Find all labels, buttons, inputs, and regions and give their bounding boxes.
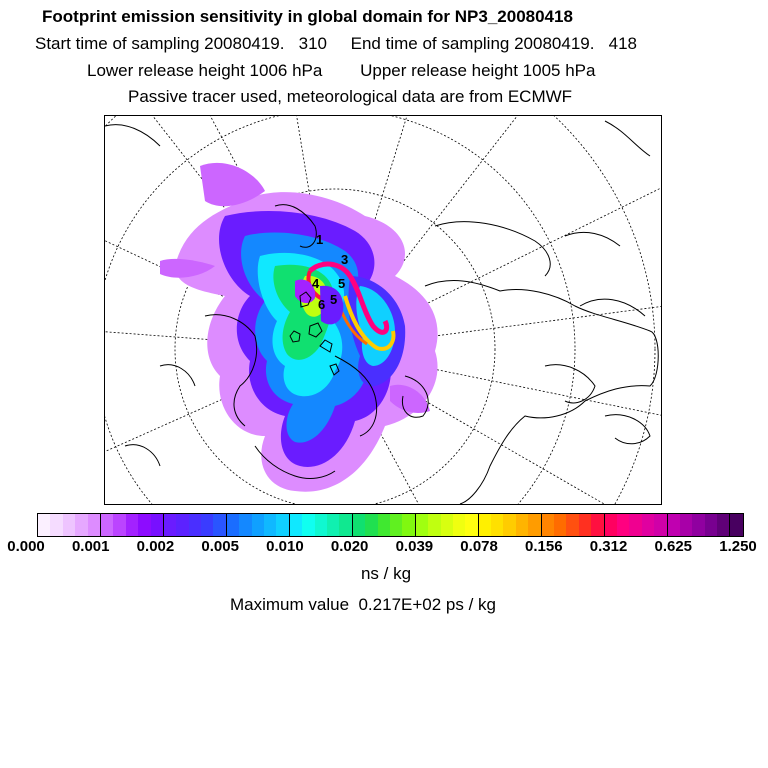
color-scale-tick-label: 0.001 xyxy=(71,538,110,555)
release-height-line: Lower release height 1006 hPa Upper release height 1005 hPa xyxy=(87,61,596,80)
color-scale-cell xyxy=(227,514,239,536)
tracer-info-line: Passive tracer used, meteorological data are from ECMWF xyxy=(128,87,573,106)
color-scale-cell xyxy=(290,514,302,536)
color-scale-tick-label: 0.002 xyxy=(136,538,175,555)
color-scale-cell xyxy=(605,514,617,536)
color-scale-cell xyxy=(75,514,87,536)
color-scale-cell xyxy=(176,514,188,536)
color-scale-cell xyxy=(503,514,515,536)
color-scale-cell xyxy=(327,514,339,536)
color-scale-cell xyxy=(50,514,62,536)
footprint-plume xyxy=(160,163,438,492)
color-scale-cell xyxy=(717,514,730,536)
color-scale-cell xyxy=(479,514,491,536)
color-scale-tick-labels xyxy=(0,537,768,561)
color-scale-cell xyxy=(213,514,226,536)
contour-label: 5 xyxy=(330,292,338,307)
color-scale-cell xyxy=(189,514,201,536)
color-scale-cell xyxy=(730,514,742,536)
color-scale-tick-label: 0.078 xyxy=(460,538,498,555)
contour-label: 5 xyxy=(338,276,346,291)
color-scale-cell xyxy=(151,514,164,536)
color-scale-cell xyxy=(453,514,465,536)
contour-label: 6 xyxy=(318,297,326,312)
color-scale-tick-label: 0.020 xyxy=(330,538,369,555)
color-scale-cell xyxy=(353,514,365,536)
color-scale-cell xyxy=(302,514,314,536)
color-scale-cell xyxy=(542,514,554,536)
color-scale-cell xyxy=(276,514,289,536)
color-scale-cell xyxy=(428,514,440,536)
contour-label: 4 xyxy=(312,276,320,291)
units-label: ns / kg xyxy=(360,564,412,583)
color-scale-bar xyxy=(37,513,744,537)
color-scale-cell xyxy=(390,514,402,536)
color-scale-tick-label: 0.000 xyxy=(7,538,45,555)
color-scale-cell xyxy=(465,514,478,536)
color-scale-cell xyxy=(201,514,213,536)
color-scale-cell xyxy=(629,514,641,536)
color-scale-cell xyxy=(88,514,101,536)
color-scale-cell xyxy=(654,514,667,536)
color-scale-cell xyxy=(264,514,276,536)
color-scale-cell xyxy=(365,514,377,536)
color-scale-tick-label: 0.312 xyxy=(589,538,628,555)
color-scale-cell xyxy=(491,514,503,536)
color-scale-tick-label: 0.039 xyxy=(395,538,434,555)
sampling-time-line: Start time of sampling 20080419. 310 End time of sampling 20080419. 418 xyxy=(35,34,637,53)
color-scale-cell xyxy=(315,514,327,536)
color-scale-cell xyxy=(705,514,717,536)
color-scale-cell xyxy=(252,514,264,536)
color-scale-cell xyxy=(38,514,50,536)
color-scale-tick-label: 0.005 xyxy=(201,538,239,555)
color-scale-cell xyxy=(692,514,704,536)
color-scale-cell xyxy=(617,514,629,536)
color-scale-cell xyxy=(402,514,415,536)
color-scale-cell xyxy=(579,514,591,536)
color-scale-cell xyxy=(642,514,654,536)
color-scale-cell xyxy=(239,514,251,536)
color-scale-cell xyxy=(516,514,528,536)
color-scale-cell xyxy=(63,514,75,536)
contour-label: 3 xyxy=(341,252,349,267)
color-scale-cell xyxy=(138,514,150,536)
color-scale-cell xyxy=(378,514,390,536)
color-scale-tick-label: 0.625 xyxy=(654,538,693,555)
plot-title: Footprint emission sensitivity in global domain for NP3_20080418 xyxy=(42,7,573,26)
color-scale-cell xyxy=(441,514,453,536)
color-scale-cell xyxy=(339,514,352,536)
color-scale-tick-label: 0.010 xyxy=(266,538,304,555)
color-scale-cell xyxy=(101,514,113,536)
color-scale-cell xyxy=(554,514,566,536)
color-scale-tick-label: 1.250 xyxy=(719,538,757,555)
polar-map xyxy=(104,115,662,505)
color-scale-cell xyxy=(668,514,680,536)
color-scale-cell xyxy=(113,514,125,536)
color-scale-cell xyxy=(126,514,138,536)
color-scale-cell xyxy=(416,514,428,536)
color-scale-cell xyxy=(566,514,578,536)
color-scale-cell xyxy=(680,514,692,536)
contour-label: 1 xyxy=(316,232,324,247)
color-scale-cell xyxy=(164,514,176,536)
color-scale-cell xyxy=(591,514,604,536)
color-scale-cell xyxy=(528,514,541,536)
maximum-value-label: Maximum value 0.217E+02 ps / kg xyxy=(230,595,496,614)
color-scale-tick-label: 0.156 xyxy=(525,538,563,555)
map-canvas xyxy=(105,116,661,504)
